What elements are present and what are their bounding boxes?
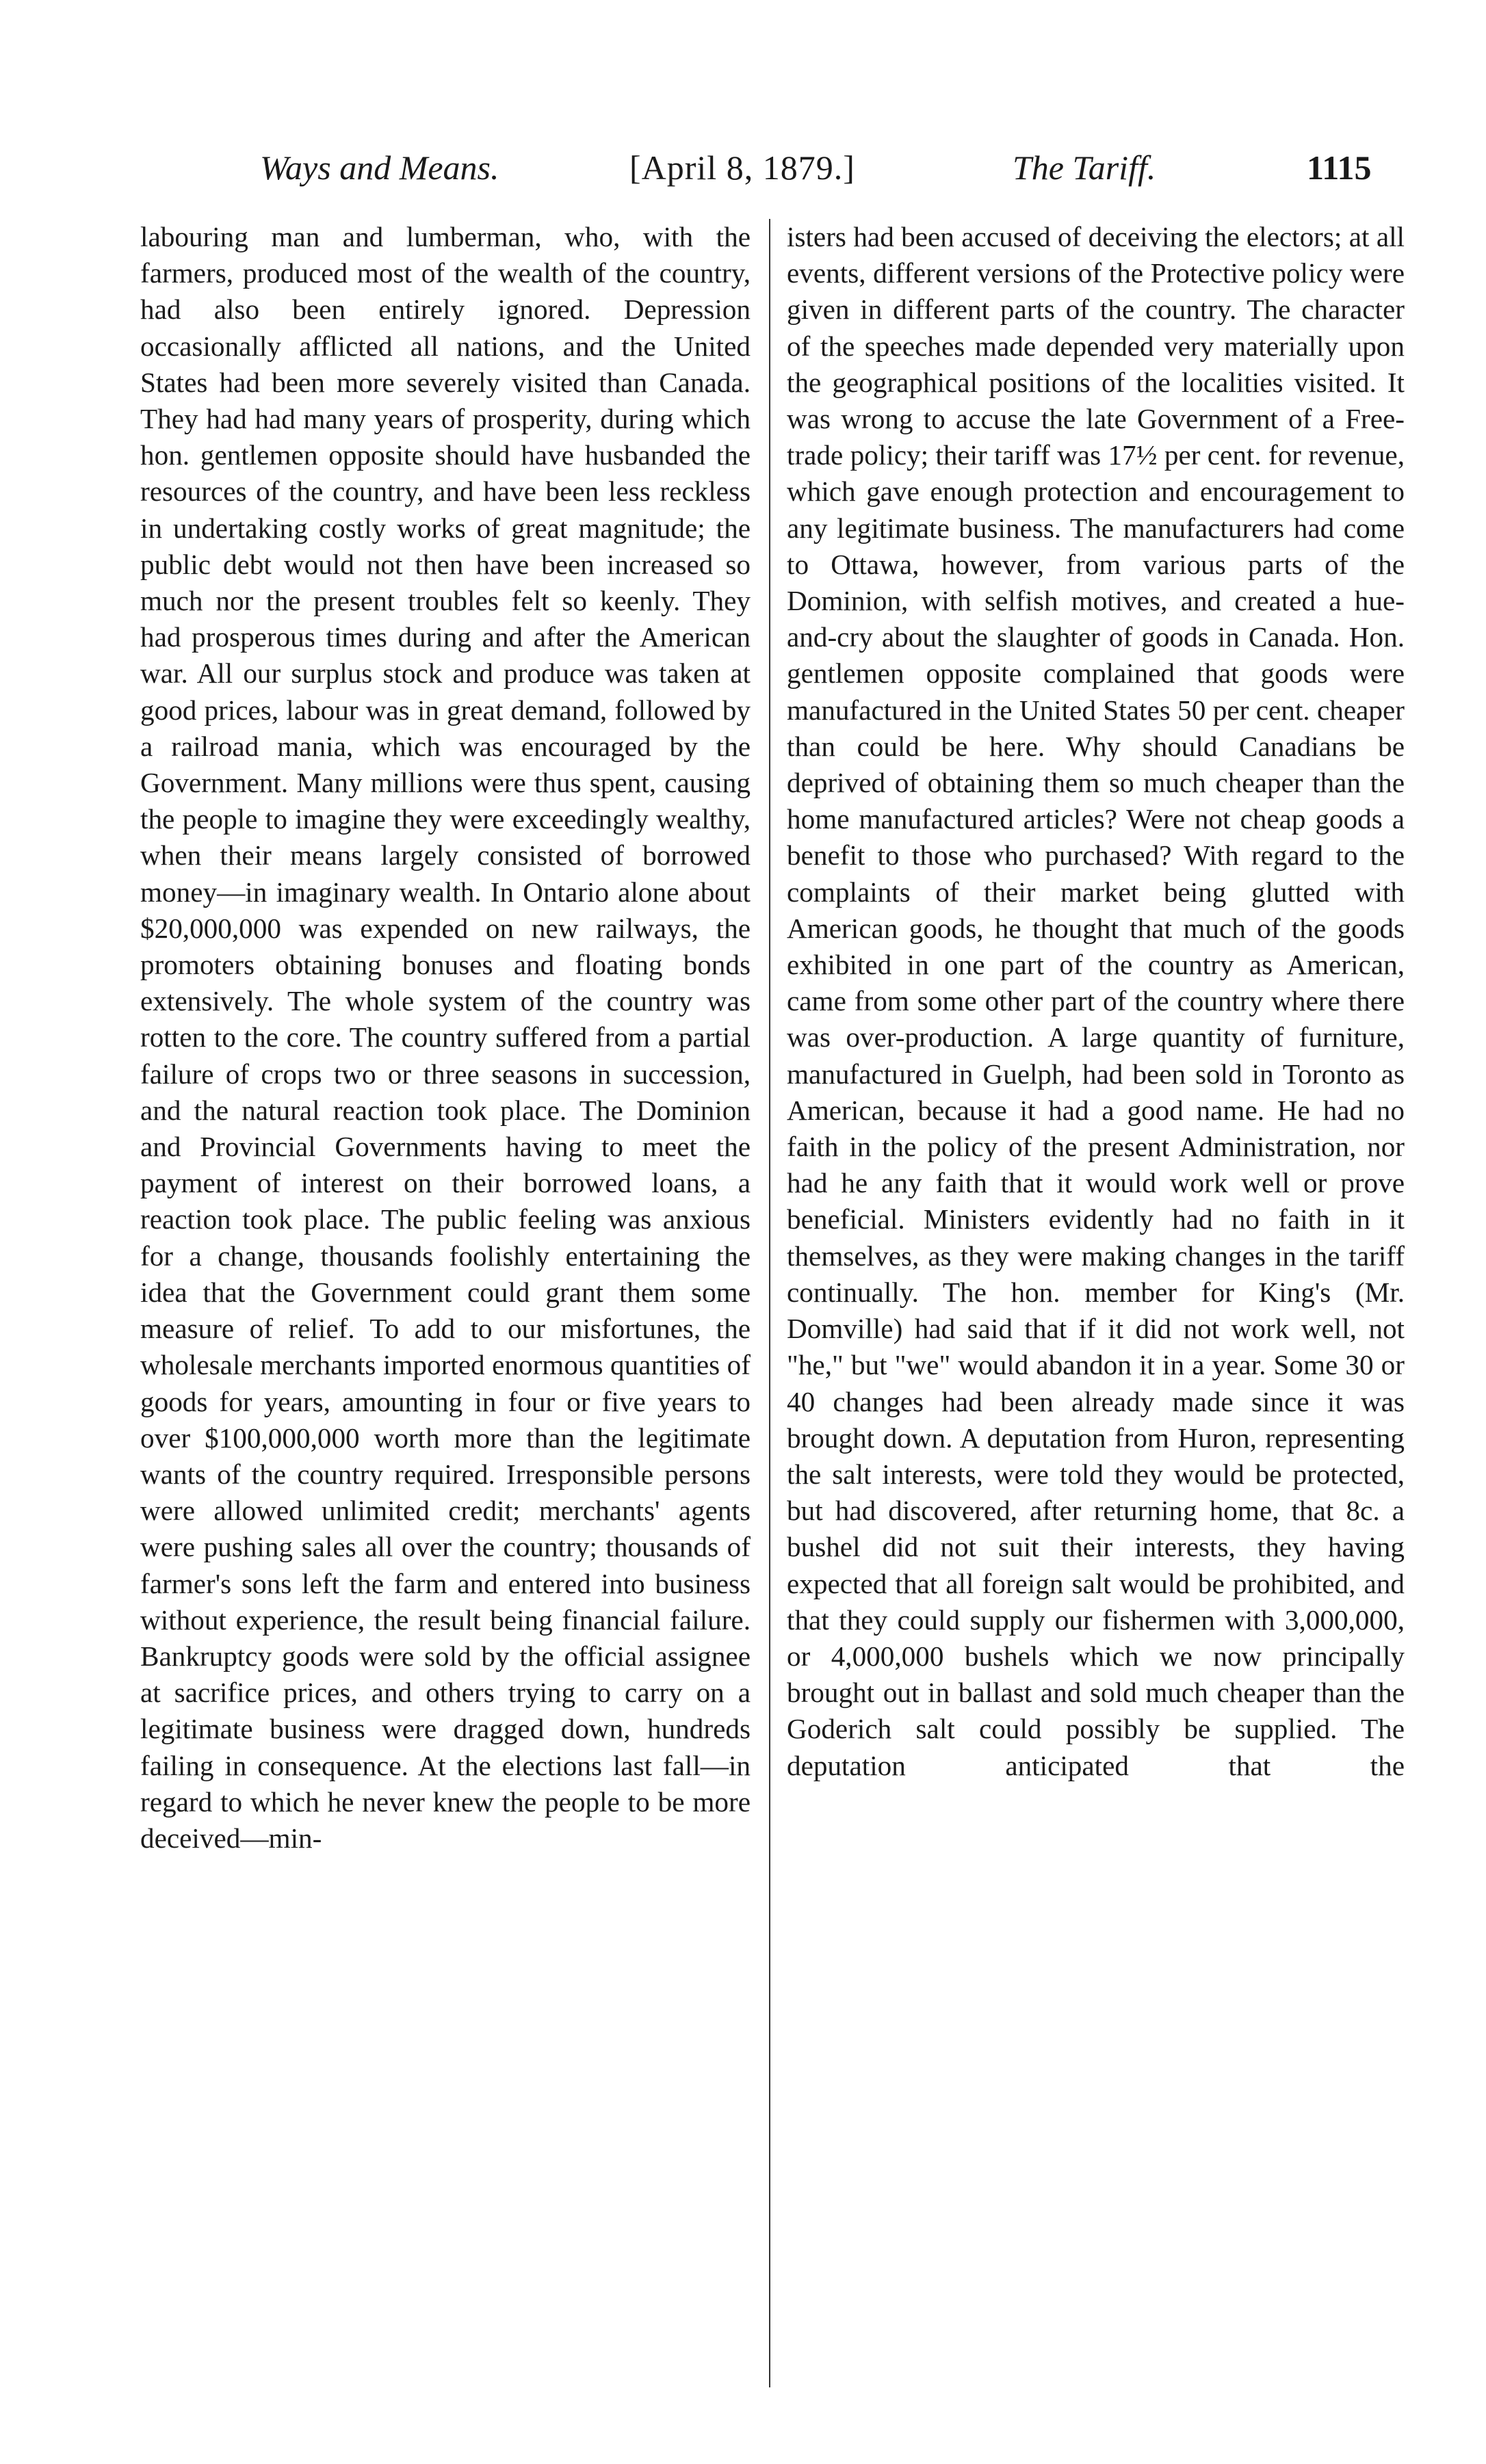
header-left-title: Ways and Means. [260,148,499,187]
right-column-text: isters had been accused of deceiving the electors; at all events, different versions of the Protective policy were given in different parts of the country. The character of the speeches made depended very materially upon the geographical positions of the localities visited. It was wrong to accuse the late Government of a Free-trade policy; their tariff was 17½ per cent. for revenue, which gave enough protection and encouragement to any legitimate business. The manufacturers had come to Ottawa, however, from various parts of the Dominion, with selfish motives, and created a hue-and-cry about the slaughter of goods in Canada. Hon. gentlemen opposite complained that goods were manufactured in the United States 50 per cent. cheaper than could be here. Why should Canadians be deprived of obtaining them so much cheaper than the home manufactured articles? Were not cheap goods a benefit to those who purchased? With regard to the complaints of their market being glutted with American goods, he thought that much of the goods exhibited in one part of the country as American, came from some other part of the country where there was over-production. A large quantity of furniture, manufactured in Guelph, had been sold in Toronto as American, because it had a good name. He had no faith in the policy of the present Administration, nor had he any faith that it would work well or prove beneficial. Ministers evidently had no faith in it themselves, as they were making changes in the tariff continually. The hon. member for King's (Mr. Domville) had said that if it did not work well, not "he," but "we" would abandon it in a year. Some 30 or 40 changes had been already made since it was brought down. A deputation from Huron, representing the salt interests, were told they would be protected, but had discovered, after returning home, that 8c. a bushel did not suit their interests, they having expected that all foreign salt would be prohibited, and that they could supply our fishermen with 3,000,000, or 4,000,000 bushels which we now principally brought out in ballast and sold much cheaper than the Goderich salt could possibly be supplied. The deputation anticipated that the [787,221,1405,1781]
right-column [787,219,1405,2408]
running-header [260,144,1409,192]
left-column-text: labouring man and lumberman, who, with the farmers, produced most of the wealth of the country, had also been entirely ignored. Depression occasionally afflicted all nations, and the United States had been more severely visited than Canada. They had had many years of prosperity, during which hon. gentlemen opposite should have husbanded the resources of the country, and have been less reckless in undertaking costly works of great magnitude; the public debt would not then have been increased so much nor the present troubles felt so keenly. They had prosperous times during and after the American war. All our surplus stock and produce was taken at good prices, labour was in great demand, followed by a railroad mania, which was encouraged by the Government. Many millions were thus spent, causing the people to imagine they were exceedingly wealthy, when their means largely consisted of borrowed money—in imaginary wealth. In Ontario alone about $20,000,000 was expended on new railways, the promoters obtaining bonuses and floating bonds extensively. The whole system of the country was rotten to the core. The country suffered from a partial failure of crops two or three seasons in succession, and the natural reaction took place. The Dominion and Provincial Governments having to meet the payment of interest on their borrowed loans, a reaction took place. The public feeling was anxious for a change, thousands foolishly entertaining the idea that the Government could grant them some measure of relief. To add to our misfortunes, the wholesale merchants imported enormous quantities of goods for years, amounting in four or five years to over $100,000,000 worth more than the legitimate wants of the country required. Irresponsible persons were allowed unlimited credit; merchants' agents were pushing sales all over the country; thousands of farmer's sons left the farm and entered into business without experience, the result being financial failure. Bankruptcy goods were sold by the official assignee at sacrifice prices, and others trying to carry on a legitimate business were dragged down, hundreds failing in consequence. At the elections last fall—in regard to which he never knew the people to be more deceived—min- [140,221,751,1854]
left-column [140,219,751,2408]
header-section-title: The Tariff. [1013,148,1156,187]
header-date: [April 8, 1879.] [629,148,855,187]
column-divider [769,219,770,2387]
page-number: 1115 [1307,148,1372,187]
